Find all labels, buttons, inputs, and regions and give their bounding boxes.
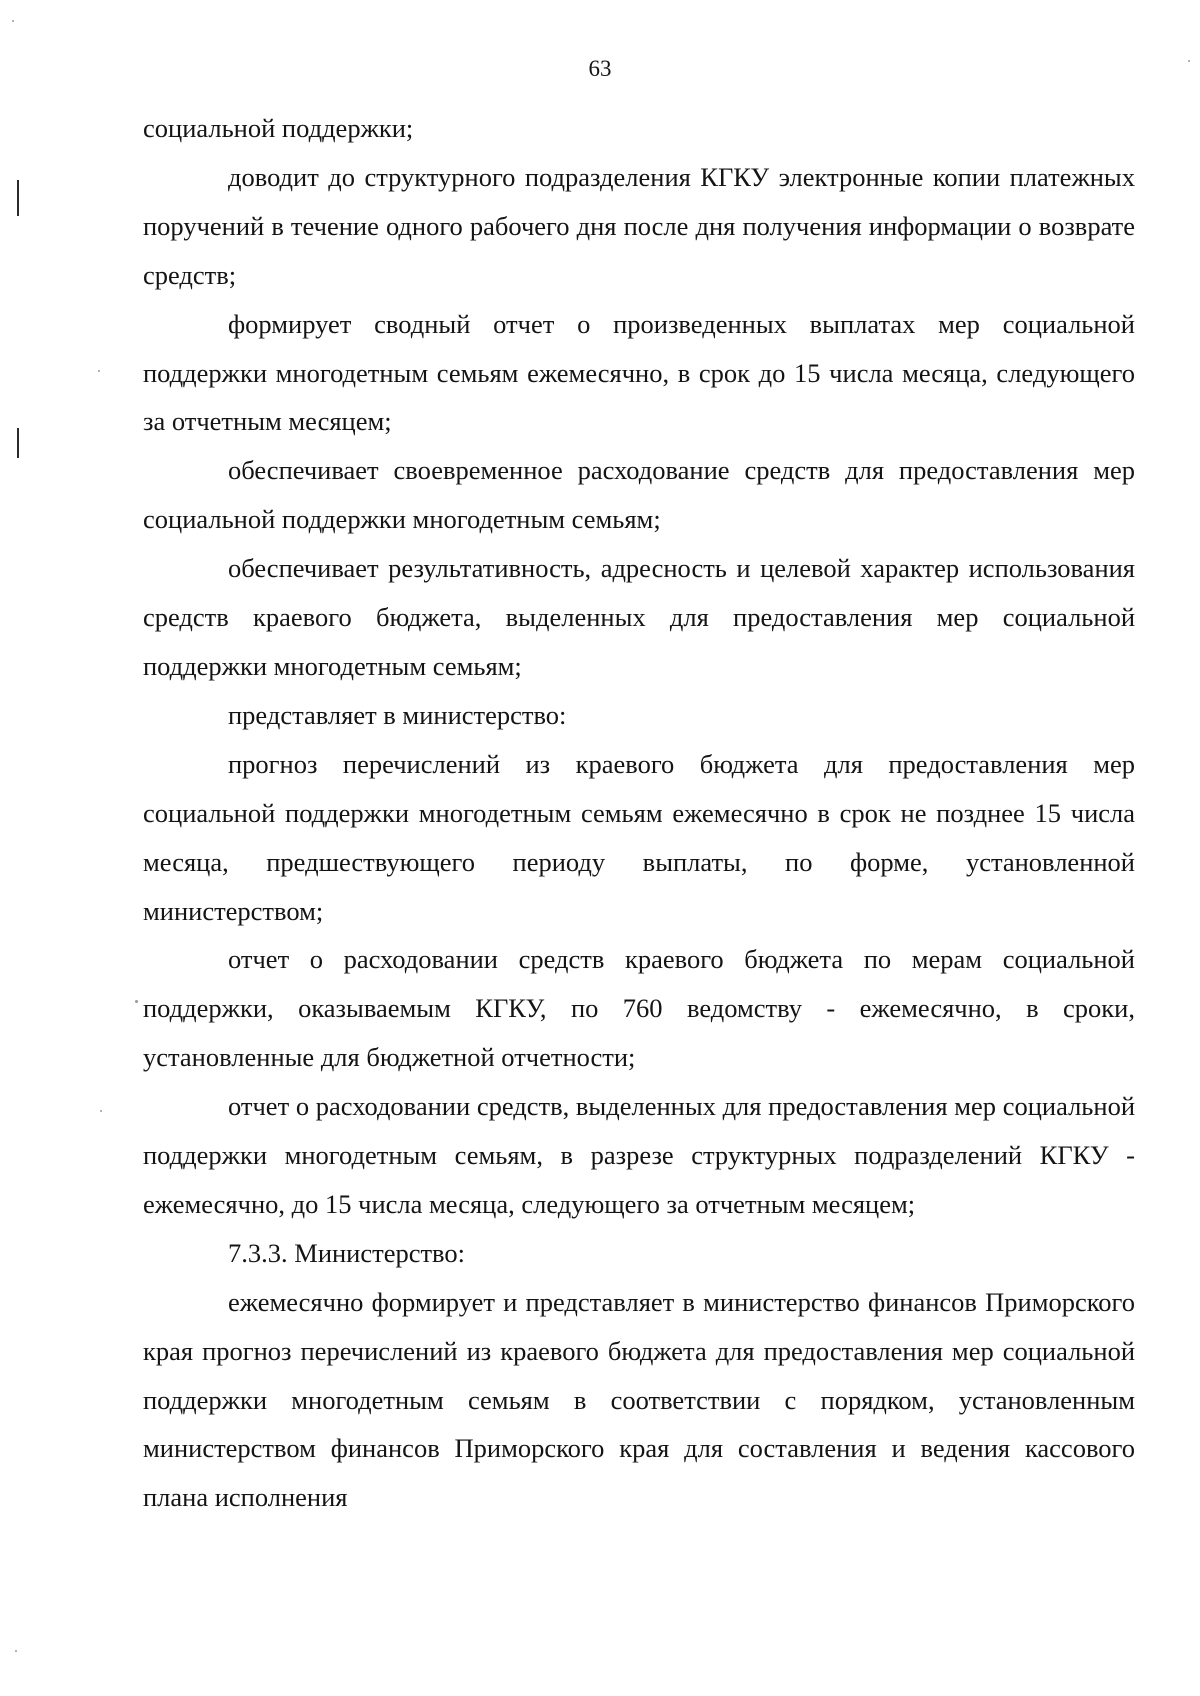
paragraph: обеспечивает результативность, адресность и целевой характер использования средств краевого бюджета, выделенных для предоставления мер социальной поддержки многодетным семьям;	[143, 553, 1135, 681]
scan-speck	[15, 1650, 17, 1652]
paragraph: представляет в министерство:	[228, 699, 567, 730]
scan-speck	[1188, 60, 1190, 62]
page-number: 63	[588, 56, 612, 81]
scan-speck	[135, 1000, 138, 1003]
paragraph: ежемесячно формирует и представляет в министерство финансов Приморского края прогноз перечислений из краевого бюджета для предоставления мер социальной поддержки многодетным семьям в соответствии с порядком, установленным министерством финансов Приморского края для составления и ведения кассового плана исполнения	[143, 1286, 1135, 1513]
scan-speck	[98, 370, 100, 372]
scan-mark	[17, 180, 19, 216]
paragraph: формирует сводный отчет о произведенных выплатах мер социальной поддержки многодетным семьям ежемесячно, в срок до 15 числа месяца, следующего за отчетным месяцем;	[143, 308, 1135, 437]
scan-speck	[100, 1110, 102, 1112]
scan-mark	[17, 428, 19, 458]
scan-speck	[12, 20, 14, 22]
paragraph: обеспечивает своевременное расходование средств для предоставления мер социальной поддержки многодетным семьям;	[143, 455, 1135, 535]
paragraph: социальной поддержки;	[143, 113, 414, 143]
section-heading: 7.3.3. Министерство:	[228, 1237, 465, 1268]
paragraph: прогноз перечислений из краевого бюджета для предоставления мер социальной поддержки многодетным семьям ежемесячно в срок не позднее 15 числа месяца, предшествующего периоду выплаты, по форме, установленной министерством;	[143, 748, 1135, 926]
paragraph: доводит до структурного подразделения КГКУ электронные копии платежных поручений в течение одного рабочего дня после дня получения информации о возврате средств;	[143, 161, 1135, 290]
paragraph: отчет о расходовании средств краевого бюджета по мерам социальной поддержки, оказываемым КГКУ, по 760 ведомству - ежемесячно, в сроки, установленные для бюджетной отчетности;	[143, 944, 1135, 1073]
paragraph: отчет о расходовании средств, выделенных для предоставления мер социальной поддержки многодетным семьям, в разрезе структурных подразделений КГКУ - ежемесячно, до 15 числа месяца, следующего за отчетным месяцем;	[143, 1091, 1135, 1219]
document-body	[143, 104, 1135, 1522]
